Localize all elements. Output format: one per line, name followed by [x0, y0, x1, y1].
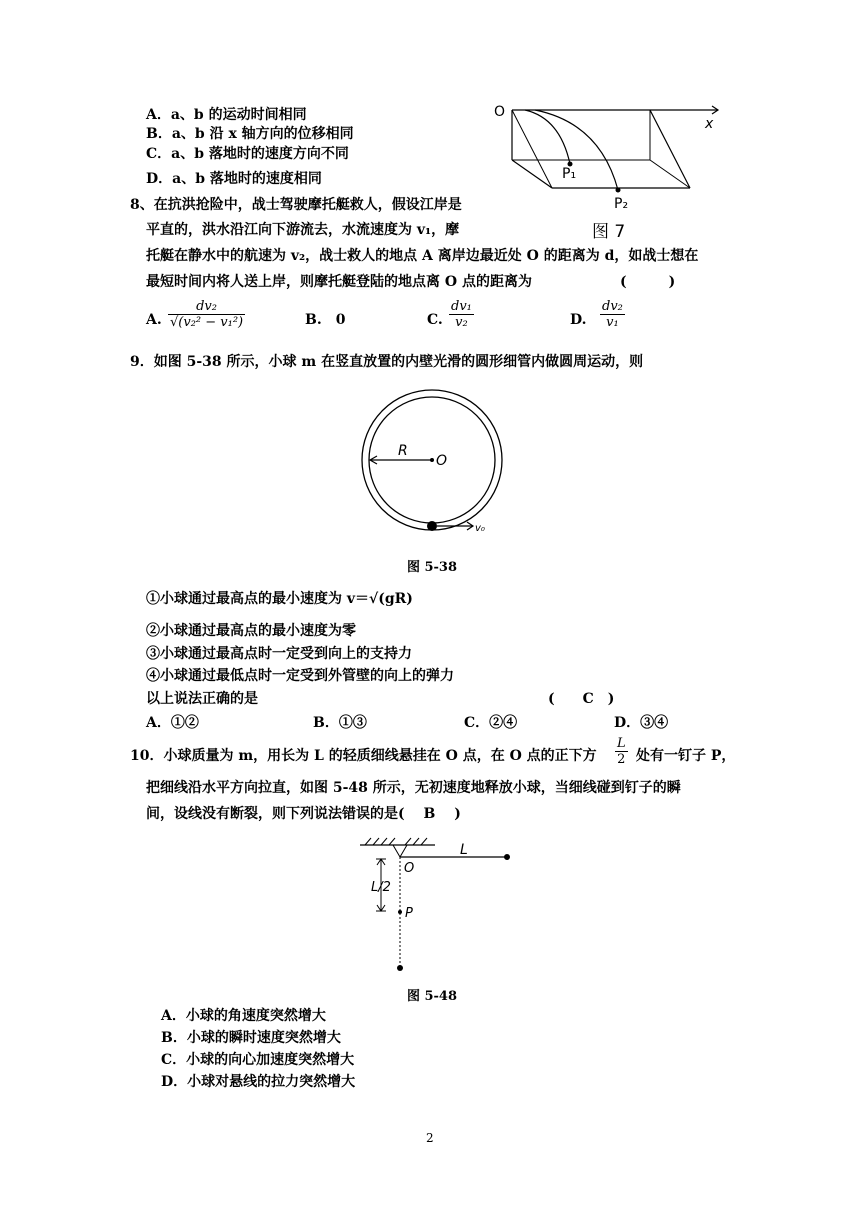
q8-option-b: B. 0	[305, 312, 346, 328]
q7-option-b: B．a、b 沿 x 轴方向的位移相同	[146, 126, 354, 142]
q9-statement-1: ①小球通过最高点的最小速度为 v＝√(gR)	[146, 591, 413, 607]
figure-5-38	[355, 385, 525, 535]
q9-option-c: C．②④	[464, 715, 518, 731]
q8-option-d-label: D.	[570, 312, 587, 328]
q8-option-c-denominator: v₂	[449, 314, 474, 330]
q9-question: 以上说法正确的是	[146, 691, 258, 707]
q9-statement-3: ③小球通过最高点时一定受到向上的支持力	[146, 646, 412, 662]
q7-option-c: C．a、b 落地时的速度方向不同	[146, 146, 349, 162]
q8-option-a-numerator: dv₂	[196, 299, 217, 314]
q9-stem: 9．如图 5-38 所示，小球 m 在竖直放置的内壁光滑的圆形细管内做圆周运动，则	[130, 354, 644, 370]
q10-line-1a: 10．小球质量为 m，用长为 L 的轻质细线悬挂在 O 点，在 O 点的正下方	[130, 748, 597, 764]
q7-option-d: D．a、b 落地时的速度相同	[146, 171, 322, 187]
q9-answer: ( C )	[548, 691, 615, 707]
fig538-label-r: R	[398, 443, 408, 459]
fig7-label-x: x	[705, 116, 714, 132]
fig548-label-o: O	[404, 861, 415, 876]
q8-answer-paren: ( )	[620, 274, 676, 290]
q8-line-1: 8、在抗洪抢险中，战士驾驶摩托艇救人，假设江岸是	[130, 197, 462, 213]
q10-fraction-denominator: 2	[615, 751, 628, 767]
page-number: 2	[426, 1131, 434, 1145]
fig548-label-l-half: L/2	[371, 880, 391, 895]
q8-option-c-numerator: dv₁	[451, 299, 472, 314]
q10-option-c: C．小球的向心加速度突然增大	[161, 1052, 355, 1068]
q10-fraction	[615, 736, 628, 767]
fig548-label-l: L	[460, 842, 468, 858]
fig7-label-p1: P₁	[562, 166, 577, 182]
figure-5-48	[355, 835, 525, 975]
q8-option-a-fraction	[168, 299, 245, 330]
q9-option-b: B．①③	[313, 715, 367, 731]
q10-option-b: B．小球的瞬时速度突然增大	[161, 1030, 341, 1046]
q9-option-d: D．③④	[614, 715, 669, 731]
q9-option-a: A．①②	[146, 715, 199, 731]
fig7-label-p2: P₂	[614, 196, 629, 212]
fig7-caption: 图 7	[592, 222, 626, 242]
q10-line-3: 间，设线没有断裂，则下列说法错误的是( B )	[146, 806, 461, 822]
q8-option-c-fraction	[449, 299, 474, 330]
figure-7	[490, 98, 730, 218]
q7-option-a: A．a、b 的运动时间相同	[146, 107, 307, 123]
q8-line-4: 最短时间内将人送上岸，则摩托艇登陆的地点离 O 点的距离为	[146, 274, 532, 290]
fig538-label-v0: v₀	[475, 523, 485, 534]
q9-statement-2: ②小球通过最高点的最小速度为零	[146, 623, 356, 639]
fig538-label-o: O	[436, 453, 448, 469]
q8-line-2: 平直的，洪水沿江向下游流去，水流速度为 v₁，摩	[146, 222, 460, 238]
q8-option-a-denominator: √(v₂² − v₁²)	[170, 315, 244, 330]
fig548-caption: 图 5-48	[406, 989, 458, 1004]
fig7-label-o: O	[494, 104, 506, 120]
q9-statement-4: ④小球通过最低点时一定受到外管壁的向上的弹力	[146, 668, 454, 684]
q8-option-c-label: C.	[427, 312, 443, 328]
q8-option-a-label: A.	[146, 312, 162, 328]
q10-option-a: A．小球的角速度突然增大	[161, 1008, 326, 1024]
fig538-caption: 图 5-38	[406, 560, 458, 575]
q10-line-2: 把细线沿水平方向拉直，如图 5-48 所示，无初速度地释放小球，当细线碰到钉子的瞬	[146, 780, 681, 796]
q8-option-d-fraction	[600, 299, 625, 330]
q10-fraction-numerator: L	[617, 736, 626, 751]
q10-line-1b: 处有一钉子 P，	[636, 748, 736, 764]
q10-option-d: D．小球对悬线的拉力突然增大	[161, 1074, 356, 1090]
fig548-label-p: P	[405, 906, 413, 921]
q8-option-d-denominator: v₁	[600, 314, 625, 330]
q8-line-3: 托艇在静水中的航速为 v₂，战士救人的地点 A 离岸边最近处 O 的距离为 d，如战士想在	[146, 248, 699, 264]
q8-option-d-numerator: dv₂	[602, 299, 623, 314]
